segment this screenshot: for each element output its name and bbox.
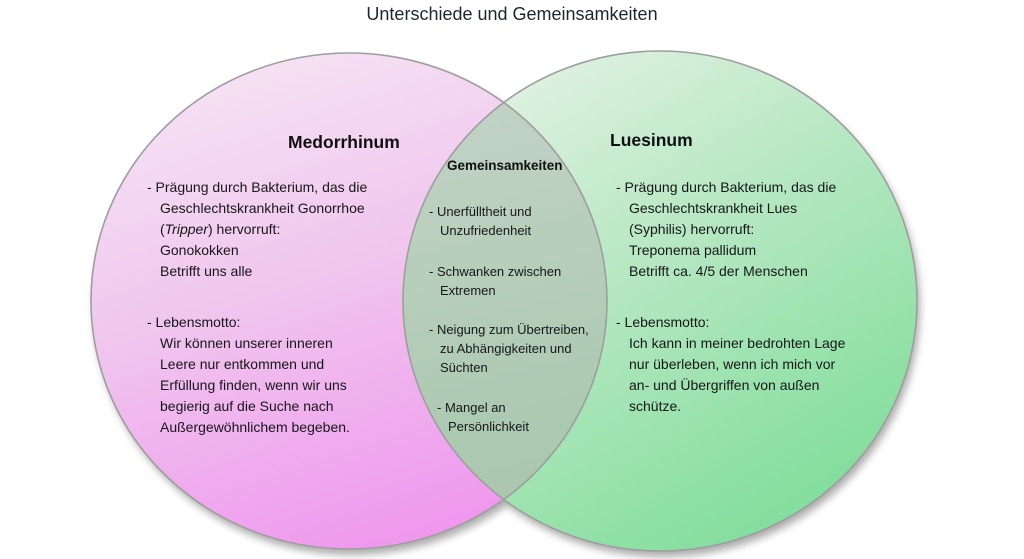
- gemeinsamkeiten-bullet-neigung: - Neigung zum Übertreiben, zu Abhängigkeiten und Süchten: [429, 322, 589, 375]
- gemeinsamkeiten-bullet-unerfuelltheit: - Unerfülltheit und Unzufriedenheit: [429, 204, 532, 238]
- luesinum-heading: Luesinum: [610, 130, 693, 150]
- diagram-title: Unterschiede und Gemeinsamkeiten: [366, 4, 658, 24]
- luesinum-bullet-lebensmotto: - Lebensmotto: Ich kann in meiner bedrohten Lage nur überleben, wenn ich mich vor an- und Übergriffen von außen schütze.: [616, 314, 846, 414]
- medorrhinum-bullet-lebensmotto: - Lebensmotto: Wir können unserer inneren Leere nur entkommen und Erfüllung finden, wenn wir uns begierig auf die Suche nach Außergewöhnlichem begeben.: [147, 314, 350, 435]
- medorrhinum-bullet-praegung: - Prägung durch Bakterium, das die Geschlechtskrankheit Gonorrhoe (Tripper) hervorruft: Gonokokken Betrifft uns alle: [147, 179, 368, 279]
- gemeinsamkeiten-heading: Gemeinsamkeiten: [447, 158, 563, 173]
- medorrhinum-heading: Medorrhinum: [288, 132, 400, 152]
- gemeinsamkeiten-bullet-schwanken: - Schwanken zwischen Extremen: [429, 264, 562, 298]
- luesinum-bullet-praegung: - Prägung durch Bakterium, das die Geschlechtskrankheit Lues (Syphilis) hervorruft: Treponema pallidum Betrifft ca. 4/5 der Menschen: [616, 179, 837, 279]
- gemeinsamkeiten-bullet-mangel: - Mangel an Persönlichkeit: [437, 400, 529, 434]
